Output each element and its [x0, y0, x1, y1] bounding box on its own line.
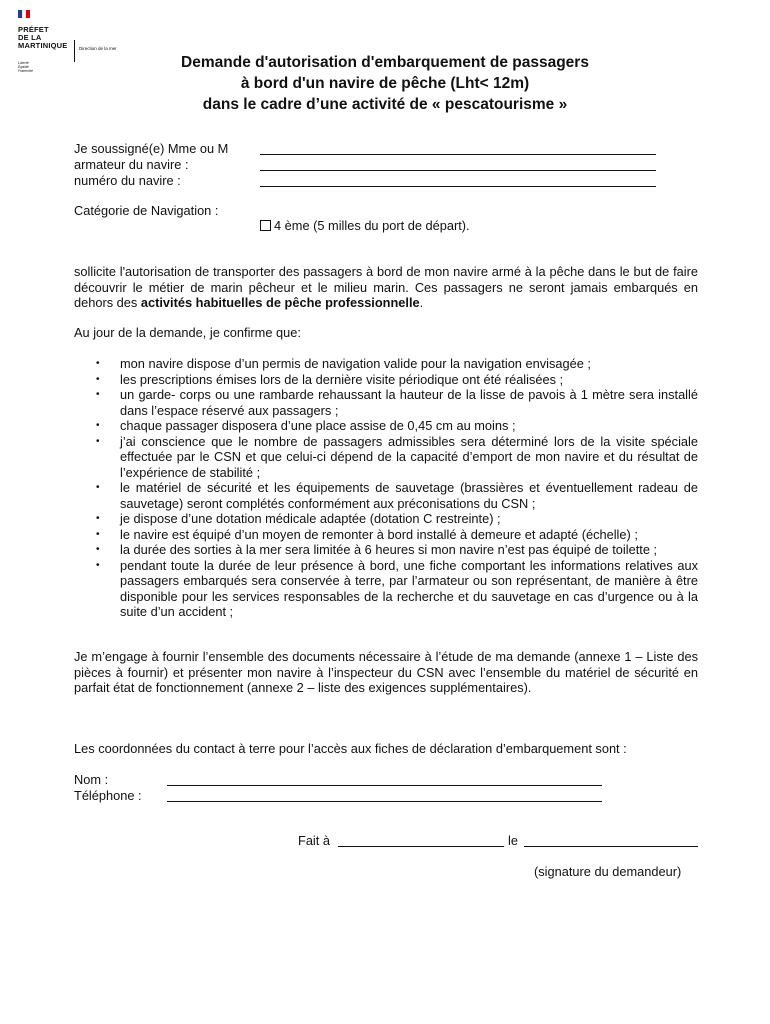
- list-item-text: je dispose d’une dotation médicale adaptée (dotation C restreinte) ;: [120, 511, 501, 526]
- intro-text-end: .: [419, 295, 424, 310]
- list-item-text: pendant toute la durée de leur présence à bord, une fiche comportant les informations relatives aux passagers embarqués sera conservée à terre, par l’armateur ou son représentant, de manière à être disponible pour les services responsables de la recherche et du sauvetage en cas d’urgence ou à la suite d’un accident ;: [120, 557, 698, 619]
- title-line-1: Demande d'autorisation d'embarquement de passagers: [181, 54, 589, 71]
- bullet-icon: •: [96, 482, 100, 493]
- logo-name: [18, 26, 68, 50]
- list-item-text: un garde- corps ou une rambarde rehaussant la hauteur de la lisse de pavois à 1 mètre sera installé dans l’espace réservé aux passagers ;: [120, 387, 698, 418]
- logo-name-line: DE LA: [18, 33, 42, 42]
- list-item: [74, 527, 698, 543]
- intro-bold-text: activités habituelles de pêche professionnelle: [140, 295, 420, 310]
- list-item: [74, 387, 698, 418]
- telephone-label: Téléphone :: [74, 788, 142, 803]
- date-label: le: [508, 833, 518, 848]
- bullet-icon: •: [96, 559, 100, 571]
- logo-direction: Direction de la mer: [79, 46, 117, 51]
- list-item: [74, 372, 698, 388]
- intro-text: sollicite l'autorisation de transporter des passagers à bord de mon navire armé à la pêche dans le but de faire découvrir le métier de marin pêcheur et le milieu marin. Ces passagers ne seront jamais embarqués en dehors des: [74, 264, 698, 310]
- list-item-text: les prescriptions émises lors de la dernière visite périodique ont été réalisées ;: [120, 371, 564, 387]
- list-item: [74, 558, 698, 620]
- engagement-paragraph: Je m’engage à fournir l’ensemble des documents nécessaire à l’étude de ma demande (annexe 1 – Liste des pièces à fournir) et présenter mon navire à l’inspecteur du CSN avec l’ensemble du matériel de sécurité en parfait état de fonctionnement (annexe 2 – liste des exigences supplémentaires).: [74, 649, 698, 695]
- signature-label: (signature du demandeur): [534, 864, 682, 879]
- armateur-label: armateur du navire :: [74, 157, 189, 172]
- french-flag-icon: [18, 10, 30, 18]
- bullet-icon: •: [96, 358, 100, 369]
- list-item-text: chaque passager disposera d’une place assise de 0,45 cm au moins ;: [120, 418, 516, 433]
- categorie-label: Catégorie de Navigation :: [74, 203, 219, 218]
- list-item: [74, 511, 698, 527]
- confirm-intro: Au jour de la demande, je confirme que:: [74, 325, 301, 340]
- motto-line: Égalité: [18, 65, 29, 69]
- nom-label: Nom :: [74, 772, 109, 787]
- logo-name-line: PRÉFET: [18, 25, 49, 34]
- list-item: [74, 480, 698, 511]
- fait-a-label: Fait à: [298, 833, 331, 848]
- fait-a-field[interactable]: [338, 846, 504, 847]
- list-item: [74, 434, 698, 481]
- flag-red-stripe: [26, 10, 30, 18]
- list-item-text: la durée des sorties à la mer sera limitée à 6 heures si mon navire n’est pas équipé de toilette ;: [120, 542, 658, 557]
- bullet-icon: •: [96, 435, 100, 447]
- soussigne-field[interactable]: [260, 154, 656, 155]
- bullet-icon: •: [96, 373, 100, 385]
- confirmation-list: [74, 356, 698, 620]
- bullet-icon: •: [96, 420, 100, 431]
- nom-field[interactable]: [167, 785, 602, 786]
- categorie-checkbox[interactable]: [260, 220, 271, 231]
- list-item-text: le matériel de sécurité et les équipements de sauvetage (brassières et éventuellement radeau de sauvetage) seront complétés conformément aux préconisations du CSN ;: [120, 480, 698, 511]
- logo-name-line: MARTINIQUE: [18, 41, 68, 50]
- bullet-icon: •: [96, 544, 100, 555]
- telephone-field[interactable]: [167, 801, 602, 802]
- armateur-field[interactable]: [260, 170, 656, 171]
- list-item-text: mon navire dispose d’un permis de navigation valide pour la navigation envisagée ;: [120, 356, 591, 371]
- list-item: [74, 356, 698, 372]
- list-item: [74, 418, 698, 434]
- document-title: [0, 52, 770, 115]
- bullet-icon: •: [96, 513, 100, 524]
- list-item: [74, 542, 698, 558]
- contact-intro: Les coordonnées du contact à terre pour l’accès aux fiches de déclaration d’embarquement sont :: [74, 741, 627, 756]
- bullet-icon: •: [96, 389, 100, 400]
- title-line-2: à bord d'un navire de pêche (Lht< 12m): [240, 75, 530, 92]
- date-field[interactable]: [524, 846, 698, 847]
- title-line-3: dans le cadre d’une activité de « pescatourisme »: [202, 96, 568, 113]
- list-item-text: le navire est équipé d’un moyen de remonter à bord installé à demeure et adapté (échelle) ;: [120, 526, 638, 542]
- list-item-text: j’ai conscience que le nombre de passagers admissibles sera déterminé lors de la visite spéciale effectuée par le CSN et que celui-ci dépend de la capacité d’emport de mon navire et du résultat de l’expérience de stabilité ;: [120, 433, 698, 480]
- categorie-option[interactable]: [260, 218, 470, 234]
- bullet-icon: •: [96, 528, 100, 540]
- soussigne-label: Je soussigné(e) Mme ou M: [74, 141, 229, 156]
- numero-label: numéro du navire :: [74, 173, 181, 188]
- motto-line: Fraternité: [18, 69, 33, 73]
- motto-line: Liberté: [18, 61, 29, 65]
- numero-field[interactable]: [260, 186, 656, 187]
- categorie-option-label: 4 ème (5 milles du port de départ).: [274, 218, 470, 233]
- intro-paragraph: [74, 264, 698, 311]
